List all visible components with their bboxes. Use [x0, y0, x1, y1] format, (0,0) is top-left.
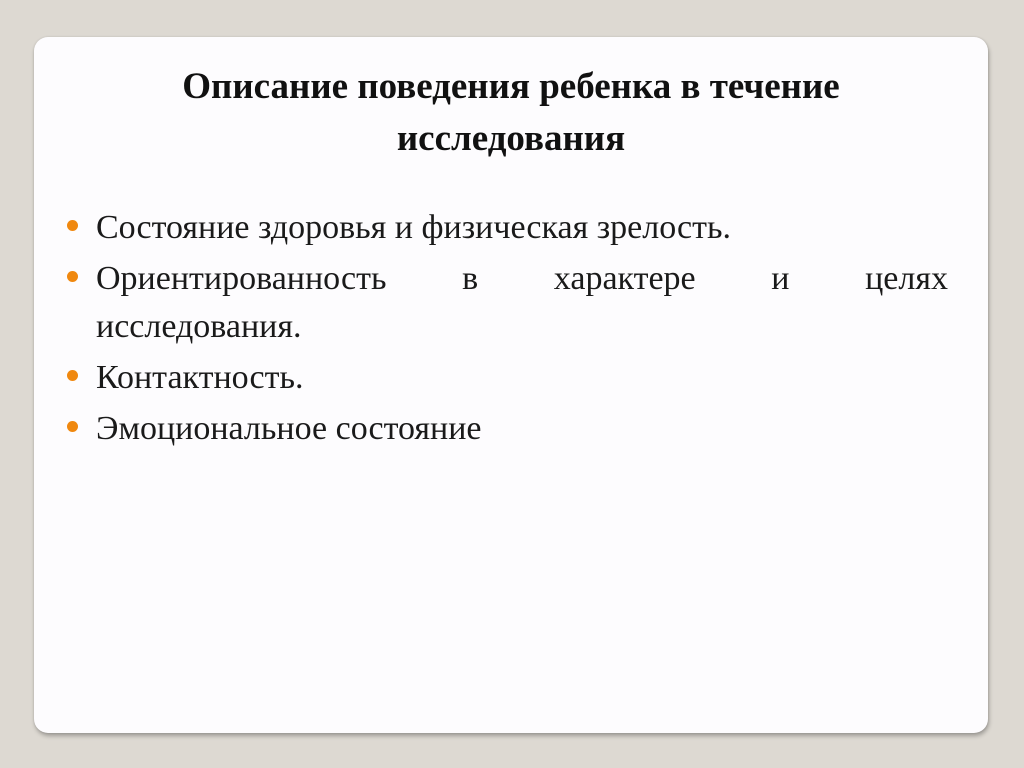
title-line-2: исследования: [396, 118, 626, 159]
bullet-dot-icon: [67, 421, 78, 432]
bullet-item-orientation: [62, 255, 948, 351]
bullet-text: Состояние здоровья и физическая зрелость.: [96, 209, 732, 246]
bullet-item-health: [62, 204, 948, 252]
bullet-dot-icon: [67, 220, 78, 231]
slide-panel: [34, 37, 988, 733]
title-line-1: Описание поведения ребенка в течение: [182, 66, 840, 107]
bullet-list: [62, 204, 948, 456]
slide-title: [34, 61, 988, 165]
bullet-text: Эмоциональное состояние: [96, 410, 482, 447]
bullet-text-line-2: исследования.: [96, 308, 302, 345]
bullet-dot-icon: [67, 370, 78, 381]
bullet-text-line-1: Ориентированность в характере и целях: [96, 260, 948, 297]
bullet-dot-icon: [67, 271, 78, 282]
bullet-text: Контактность.: [96, 359, 304, 396]
bullet-item-emotional: [62, 405, 948, 453]
bullet-item-contact: [62, 354, 948, 402]
